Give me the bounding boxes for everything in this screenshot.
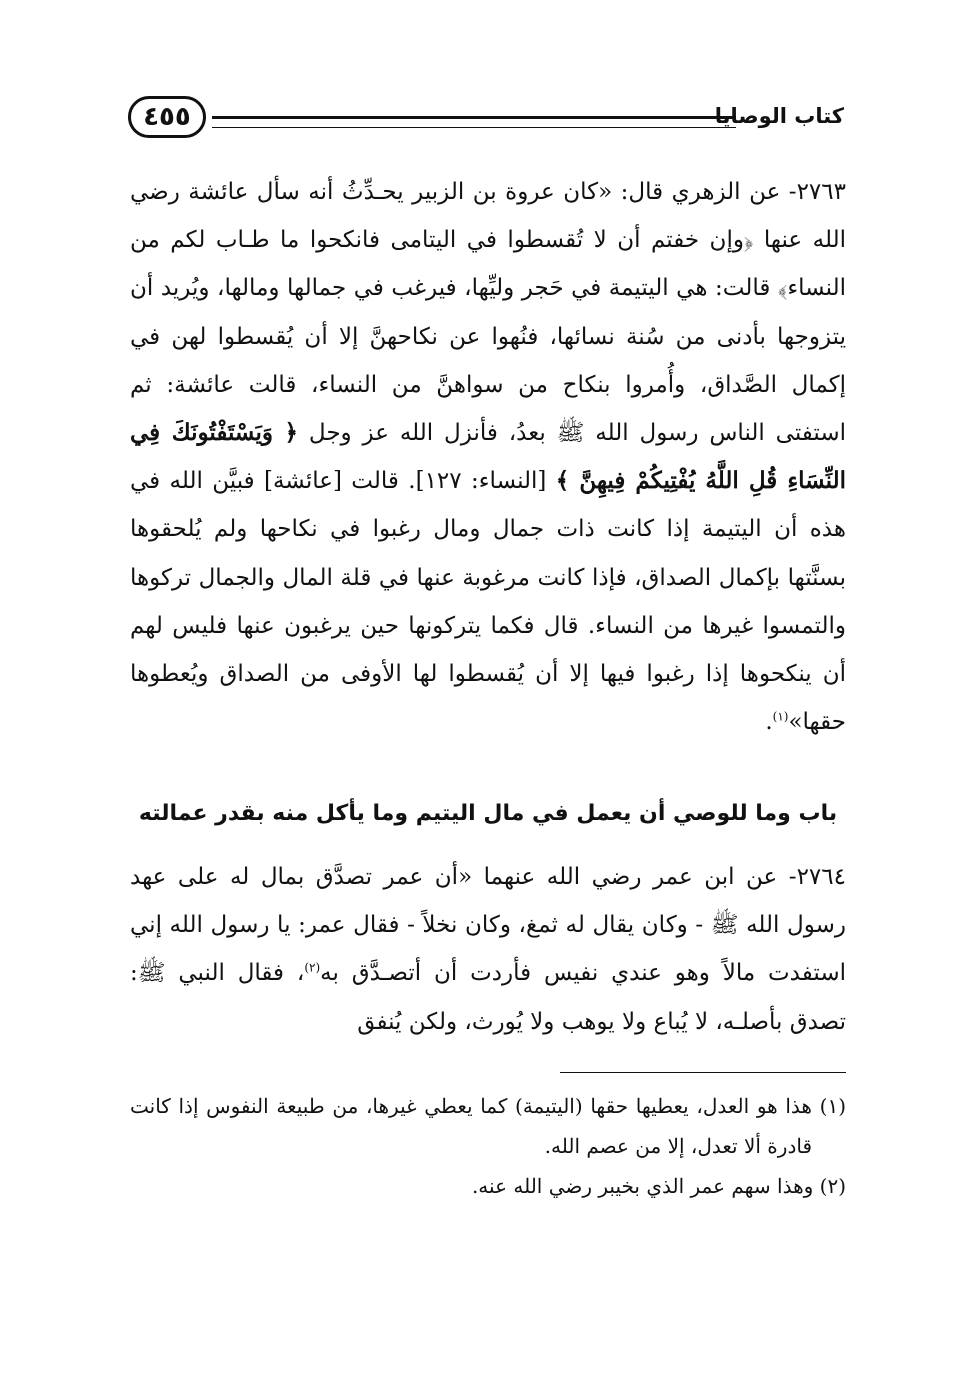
hadith-2763-text: ٢٧٦٣- عن الزهري قال: «كان عروة بن الزبير يحـدِّثُ أنه سأل عائشة رضي الله عنها ﴿وإن خفتم أن لا تُقسطوا في اليتامى فانكحوا ما طـاب لكم من النساء﴾ قالت: هي اليتيمة في حَجر وليِّها، فيرغب في جمالها ومالها، ويُريد أن يتزوجها بأدنى من سُنة نسائها، فنُهوا عن نكاحهنَّ إلا أن يُقسطوا لهن في إكمال الصَّداق، وأُمروا بنكاح من سواهنَّ من النساء، قالت عائشة: ثم استفتى الناس رسول الله ﷺ بعدُ، فأنزل الله عز وجل (130, 179, 847, 447)
book-title: كتاب الوصايا (714, 104, 844, 128)
footnote-1: (١) هذا هو العدل، يعطيها حقها (اليتيمة) كما يعطي غيرها، من طبيعة النفوس إذا كانت قادرة ألا تعدل، إلا من عصم الله. (130, 1094, 846, 1158)
footnotes (130, 1086, 846, 1206)
footnote-ref-2: (٢) (304, 960, 321, 975)
page-header (128, 96, 844, 146)
hadith-2763-paragraph (130, 168, 846, 746)
section-heading: باب وما للوصي أن يعمل في مال اليتيم وما يأكل منه بقدر عمالته (138, 801, 838, 826)
hadith-2763-end: . (765, 709, 773, 736)
hadith-2764-text-a: ٢٧٦٤- عن ابن عمر رضي الله عنهما «أن عمر تصدَّق بمال له على عهد رسول الله ﷺ - وكان يقال له ثمغ، وكان نخلاً - فقال عمر: يا رسول الله إني استفدت مالاً وهو عندي نفيس فأردت أن أتصـدَّق به (130, 864, 846, 987)
hadith-2764-text-b: ، فقال النبي ﷺ: تصدق بأصلـه، لا يُباع ولا يوهب ولا يُورث، ولكن يُنفق (130, 960, 846, 1035)
footnote-ref-1: (١) (772, 709, 789, 724)
hadith-2763-continuation: [النساء: ١٢٧]. قالت [عائشة] فبيَّن الله في هذه أن اليتيمة إذا كانت ذات جمال ومال رغبوا في نكاحها ولم يُلحقوها بسنَّتها بإكمال الصداق، فإذا كانت مرغوبة عنها في قلة المال والجمال تركوها والتمسوا غيرها من النساء. قال فكما يتركونها حين يرغبون عنها فليس لهم أن ينكحوها إذا رغبوا فيها إلا أن يُقسطوا لها الأوفى من الصداق ويُعطوها حقها» (130, 468, 846, 736)
page-number: ٤٥٥ (128, 96, 206, 138)
hadith-2764 (130, 853, 846, 1046)
header-rule (212, 116, 736, 128)
quran-verse: ﴿ وَيَسْتَفْتُونَكَ فِي النِّسَاءِ قُلِ اللَّهُ يُفْتِيكُمْ فِيهِنَّ ﴾ (130, 419, 847, 495)
footnote-divider (560, 1072, 846, 1073)
footnote-2: (٢) وهذا سهم عمر الذي بخيبر رضي الله عنه. (471, 1174, 846, 1198)
hadith-2764-paragraph (130, 853, 846, 1046)
hadith-2763 (130, 168, 846, 746)
